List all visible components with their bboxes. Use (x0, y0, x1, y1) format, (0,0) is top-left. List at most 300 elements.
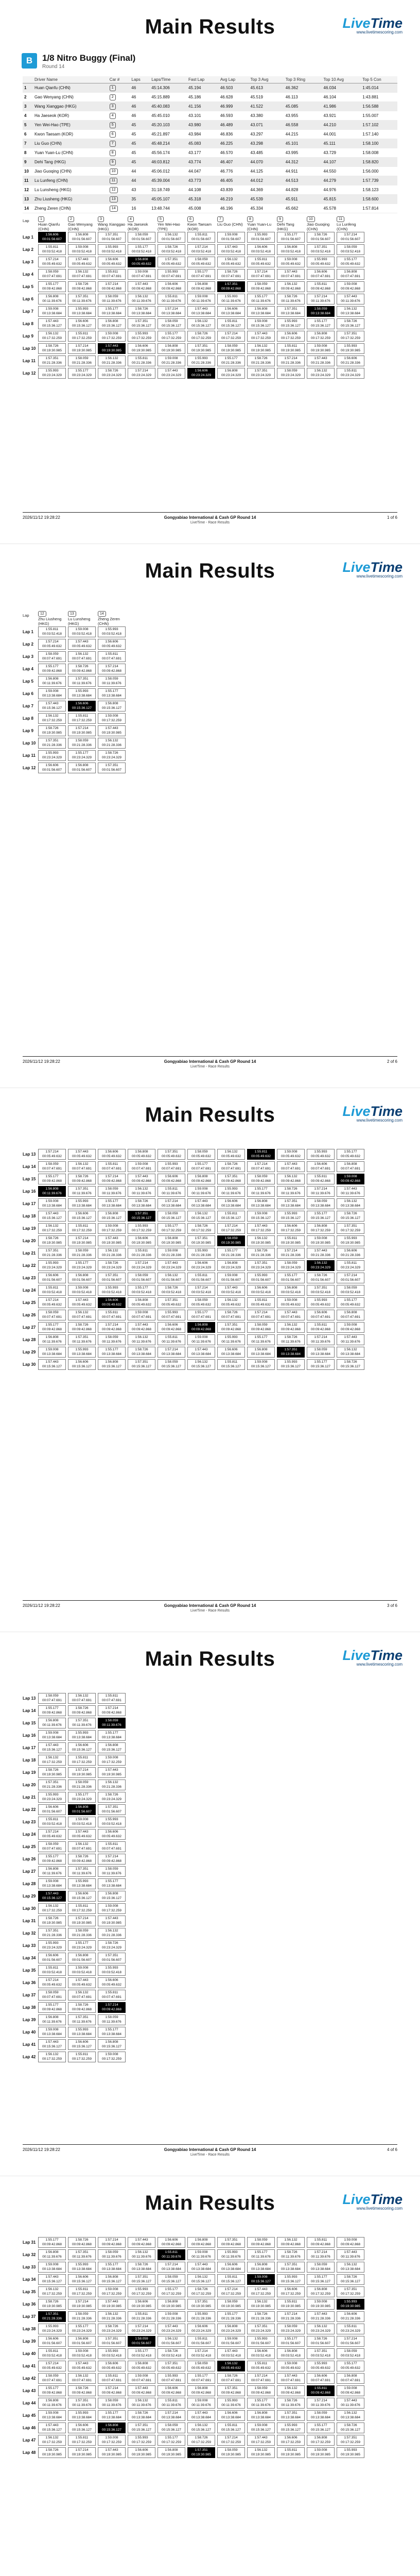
lap-total-time: 00:05:49.632 (191, 2366, 211, 2370)
lap-total-time: 00:15:36.127 (311, 324, 330, 328)
lap-row-label: Lap 1 (23, 630, 33, 634)
lap-time-cell (307, 269, 335, 280)
lap-time: 1:56.132 (75, 1311, 89, 1314)
lap-row-label: Lap 38 (23, 2327, 36, 2331)
lap-total-time: 00:11:39.676 (42, 1192, 62, 1195)
lap-time: 1:58.726 (45, 726, 59, 730)
lap-row-label: Lap 9 (23, 334, 33, 338)
results-cell: 44.369 (249, 185, 284, 195)
lap-total-time: 00:21:28.336 (132, 361, 151, 365)
lap-time: 1:58.059 (314, 1348, 327, 1351)
lap-time-cell (187, 1198, 215, 1209)
lap-total-time: 00:07:47.691 (221, 1315, 241, 1319)
footer-date: 2026/11/12 19:28:22 (23, 1603, 60, 1608)
lap-time-cell (98, 1235, 126, 1246)
lap-time-cell (157, 1322, 185, 1333)
footer-date: 2026/11/12 19:28:22 (23, 2147, 60, 2152)
lap-total-time: 00:15:36.127 (72, 1216, 92, 1220)
lap-time: 1:57.214 (135, 2325, 148, 2328)
lap-time-cell (68, 1767, 96, 1778)
lap-time-cell (247, 1334, 275, 1345)
lap-total-time: 00:03:52.418 (102, 632, 121, 636)
lap-total-time: 00:19:30.985 (102, 2304, 121, 2308)
results-cell: 46.225 (219, 139, 249, 148)
results-row[interactable] (23, 167, 397, 176)
lap-total-time: 00:01:56.607 (72, 768, 92, 772)
results-cell: Lu Lunsheng (HKG) (33, 185, 108, 195)
lap-time: 1:56.808 (75, 2337, 89, 2341)
lap-time-cell (38, 1866, 66, 1877)
lap-time-cell (247, 2237, 275, 2248)
results-row[interactable] (23, 176, 397, 185)
lap-time-cell (128, 2336, 155, 2347)
lap-time: 1:57.214 (75, 344, 89, 348)
lap-total-time: 00:15:36.127 (102, 706, 121, 710)
lap-time: 1:55.177 (75, 2325, 89, 2328)
results-header-cell (23, 76, 33, 83)
lap-time-cell (38, 1693, 66, 1704)
lap-total-time: 00:11:39.676 (72, 1872, 92, 1875)
lap-time: 1:55.177 (45, 1706, 59, 1710)
lap-total-time: 00:13:38.684 (311, 2416, 330, 2419)
lap-time-cell (157, 1223, 185, 1234)
results-cell: 35 (130, 195, 150, 204)
lap-total-time: 00:21:28.336 (281, 1253, 301, 1257)
lap-time: 1:59.008 (224, 1274, 238, 1277)
results-row[interactable] (23, 121, 397, 130)
lap-time: 1:55.811 (45, 1286, 59, 1290)
lap-time-cell (68, 676, 96, 687)
lap-total-time: 00:21:28.336 (72, 743, 92, 747)
lap-total-time: 00:11:39.676 (162, 2255, 181, 2259)
lap-total-time: 00:09:42.868 (251, 1179, 271, 1183)
lap-row-label: Lap 24 (23, 1832, 36, 1837)
lap-total-time: 00:09:42.868 (281, 1328, 301, 1331)
lap-time: 1:55.993 (344, 344, 357, 348)
lap-total-time: 00:13:38.684 (42, 1204, 62, 1208)
lap-time-cell (247, 1273, 275, 1283)
lap-time: 1:56.808 (314, 1224, 327, 1228)
lap-total-time: 00:07:47.691 (191, 1167, 211, 1171)
lap-time-cell (68, 688, 96, 699)
lap-time-cell (187, 244, 215, 255)
results-cell: 43.177 (187, 148, 219, 158)
lap-time-cell (337, 257, 364, 267)
lap-total-time: 00:11:39.676 (191, 2403, 211, 2407)
lap-total-time: 00:09:42.868 (191, 2391, 211, 2395)
lap-time: 1:56.808 (105, 2275, 118, 2279)
lap-row-label: Lap 2 (23, 642, 33, 647)
lap-time-cell (217, 1334, 245, 1345)
lap-time-cell (38, 306, 66, 317)
lap-total-time: 00:11:39.676 (191, 299, 211, 303)
lap-time: 1:55.811 (105, 652, 118, 656)
lap-total-time: 00:19:30.985 (251, 2453, 271, 2456)
lap-time-cell (98, 1866, 126, 1877)
lap-time-cell (307, 1273, 335, 1283)
lap-time-cell (98, 281, 126, 292)
lap-time-cell (68, 1705, 96, 1716)
results-row[interactable] (23, 185, 397, 195)
lap-time-cell (247, 2262, 275, 2273)
lap-time: 1:55.177 (314, 319, 327, 323)
lap-total-time: 00:21:28.336 (162, 2317, 181, 2320)
lap-time: 1:57.351 (224, 1175, 238, 1178)
lap-total-time: 00:19:30.985 (72, 1773, 92, 1776)
results-row[interactable] (23, 102, 397, 111)
lap-time-cell (247, 2348, 275, 2359)
results-row[interactable] (23, 204, 397, 213)
lap-total-time: 00:01:56.607 (72, 2342, 92, 2345)
lap-time: 1:57.351 (45, 357, 59, 360)
lap-total-time: 00:11:39.676 (72, 299, 92, 303)
lap-time-cell (98, 1693, 126, 1704)
lap-time: 1:55.993 (344, 2448, 357, 2452)
lap-total-time: 00:17:32.259 (102, 2292, 121, 2296)
results-cell: Zheng Zeren (CHN) (33, 204, 108, 213)
lap-time: 1:57.351 (75, 1867, 89, 1871)
lap-time: 1:55.811 (195, 233, 208, 236)
lap-time: 1:59.008 (195, 295, 208, 298)
lap-time-cell (68, 701, 96, 711)
lap-time-cell (247, 1322, 275, 1333)
lap-total-time: 00:11:39.676 (42, 299, 62, 303)
lap-total-time: 00:01:56.607 (72, 1958, 92, 1962)
lap-total-time: 00:15:36.127 (251, 2428, 271, 2432)
results-cell: 46.628 (219, 93, 249, 102)
driver-car-number: 6 (187, 216, 194, 222)
lap-time: 1:57.443 (135, 1175, 148, 1178)
results-cell: 44.210 (322, 121, 361, 130)
lap-time-cell (68, 1792, 96, 1803)
lap-column-header: Lap (23, 218, 29, 223)
lap-time-cell (337, 331, 364, 342)
lap-total-time: 00:15:36.127 (42, 1896, 62, 1900)
lap-time: 1:57.351 (105, 233, 118, 236)
lap-total-time: 00:13:38.684 (162, 1352, 181, 1356)
lap-time: 1:55.177 (254, 2399, 268, 2402)
lap-time: 1:57.443 (135, 2238, 148, 2242)
lap-time-cell (187, 368, 215, 379)
lap-time: 1:56.808 (45, 295, 59, 298)
driver-name: Huan Qianfu (CHN) (38, 222, 60, 231)
lap-time: 1:58.726 (45, 1917, 59, 1920)
lap-time: 1:57.214 (165, 1199, 178, 1203)
lap-time-cell (157, 2373, 185, 2384)
lap-time: 1:56.132 (75, 1842, 89, 1846)
lap-time-cell (68, 1804, 96, 1815)
results-row[interactable] (23, 139, 397, 148)
lap-time: 1:55.177 (165, 1224, 178, 1228)
results-row[interactable] (23, 83, 397, 93)
lap-time-cell (157, 2324, 185, 2334)
lap-total-time: 00:07:47.691 (72, 1699, 92, 1702)
lap-total-time: 00:17:32.259 (311, 2292, 330, 2296)
lap-time-cell (98, 1767, 126, 1778)
lap-time-cell (277, 2336, 305, 2347)
lap-total-time: 00:05:49.632 (42, 645, 62, 648)
lap-total-time: 00:13:38.684 (221, 2267, 241, 2271)
lap-time-cell (38, 1841, 66, 1852)
lap-time-cell (337, 368, 364, 379)
lap-total-time: 00:09:42.868 (311, 287, 330, 291)
lap-total-time: 00:07:47.691 (102, 1167, 121, 1171)
lap-total-time: 00:17:32.259 (42, 719, 62, 722)
lap-time: 1:55.811 (75, 1756, 89, 1759)
lap-total-time: 00:13:38.684 (162, 2416, 181, 2419)
lap-time-cell (277, 1322, 305, 1333)
lap-total-time: 00:03:52.418 (132, 2354, 151, 2358)
lap-time: 1:56.808 (284, 2349, 297, 2353)
lap-time-cell (247, 1310, 275, 1320)
lap-time-cell (68, 318, 96, 329)
lap-time: 1:55.811 (45, 628, 59, 631)
lap-total-time: 00:21:28.336 (251, 361, 271, 365)
lap-time-cell (98, 738, 126, 749)
lap-time-cell (128, 1198, 155, 1209)
lap-time-cell (38, 2311, 66, 2322)
lap-total-time: 00:05:49.632 (281, 1155, 301, 1158)
lap-total-time: 00:03:52.418 (251, 250, 271, 253)
lap-time: 1:55.177 (45, 2386, 59, 2390)
lap-time-cell (68, 1916, 96, 1926)
lap-total-time: 00:23:24.329 (191, 2329, 211, 2333)
lap-total-time: 00:17:32.259 (132, 2292, 151, 2296)
lap-row-label: Lap 16 (23, 1733, 36, 1738)
results-row[interactable] (23, 148, 397, 158)
lap-total-time: 00:03:52.418 (42, 250, 62, 253)
lap-total-time: 00:11:39.676 (341, 2403, 360, 2407)
lap-time: 1:56.606 (105, 1978, 118, 1982)
lap-time-cell (187, 306, 215, 317)
lap-time-cell (38, 2286, 66, 2297)
lap-time: 1:57.443 (135, 1323, 148, 1327)
lap-time-cell (98, 1730, 126, 1741)
lap-total-time: 00:23:24.329 (191, 1266, 211, 1269)
lap-total-time: 00:13:38.684 (102, 2416, 121, 2419)
results-cell: 4 (23, 111, 33, 121)
lap-total-time: 00:05:49.632 (102, 2366, 121, 2370)
lap-time-cell (277, 2398, 305, 2409)
lap-time-cell (38, 1977, 66, 1988)
lap-total-time: 00:01:56.607 (72, 1278, 92, 1282)
lap-time: 1:56.132 (284, 2238, 297, 2242)
results-cell (108, 167, 130, 176)
lap-total-time: 00:07:47.691 (191, 275, 211, 278)
lap-total-time: 00:21:28.336 (102, 1934, 121, 1937)
lap-total-time: 00:11:39.676 (311, 2403, 330, 2407)
lap-time-cell (247, 1260, 275, 1271)
lap-time-cell (68, 1730, 96, 1741)
lap-time: 1:55.993 (314, 1298, 327, 1302)
lap-time-cell (38, 2249, 66, 2260)
lap-time-cell (98, 1149, 126, 1160)
lap-time-cell (277, 281, 305, 292)
lap-time-cell (38, 2039, 66, 2050)
lap-total-time: 00:23:24.329 (72, 2329, 92, 2333)
lap-time-cell (217, 257, 245, 267)
results-row[interactable] (23, 195, 397, 204)
lap-total-time: 00:15:36.127 (162, 2428, 181, 2432)
results-cell: 45 (130, 130, 150, 139)
driver-car-number: 14 (98, 611, 106, 617)
logo-wordmark (342, 1648, 402, 1664)
lap-time-cell (38, 1792, 66, 1803)
lap-total-time: 00:15:36.127 (221, 1216, 241, 1220)
results-header-cell: Top 10 Avg (322, 76, 361, 83)
lap-row-label: Lap 10 (23, 346, 36, 351)
lap-time: 1:59.008 (165, 2312, 178, 2316)
lap-total-time: 00:11:39.676 (42, 1723, 62, 1727)
lap-total-time: 00:15:36.127 (251, 324, 271, 328)
lap-time: 1:58.726 (284, 295, 297, 298)
lap-total-time: 00:19:30.985 (281, 2304, 301, 2308)
lap-time: 1:56.606 (45, 1954, 59, 1957)
lap-time-cell (98, 2274, 126, 2285)
lap-time-cell (157, 2311, 185, 2322)
driver-car-number: 9 (277, 216, 283, 222)
lap-total-time: 00:11:39.676 (251, 299, 271, 303)
lap-total-time: 00:09:42.868 (132, 2391, 151, 2395)
lap-total-time: 00:13:38.684 (102, 2267, 121, 2271)
lap-time-cell (217, 1297, 245, 1308)
results-row[interactable] (23, 111, 397, 121)
car-number: 2 (110, 94, 116, 100)
lap-time: 1:57.443 (254, 2436, 268, 2439)
lap-time-cell (157, 1174, 185, 1184)
lap-total-time: 00:09:42.868 (42, 669, 62, 673)
lap-time-cell (128, 368, 155, 379)
lap-total-time: 00:17:32.259 (72, 1909, 92, 1912)
lap-row-label: Lap 23 (23, 1820, 36, 1824)
lap-total-time: 00:19:30.985 (72, 1921, 92, 1925)
lap-time: 1:56.606 (344, 1249, 357, 1252)
lap-total-time: 00:07:47.691 (132, 1315, 151, 1319)
lap-time-cell (98, 1273, 126, 1283)
lap-total-time: 00:11:39.676 (251, 1192, 271, 1195)
lap-total-time: 00:23:24.329 (281, 2329, 301, 2333)
lap-time: 1:57.351 (254, 369, 268, 372)
lap-time-cell (68, 1223, 96, 1234)
lap-row-label: Lap 17 (23, 1201, 36, 1206)
lap-time-cell (337, 343, 364, 354)
lap-time-cell (277, 1334, 305, 1345)
lap-time: 1:57.214 (105, 1175, 118, 1178)
lap-total-time: 00:09:42.868 (311, 2243, 330, 2246)
lap-time-cell (187, 1211, 215, 1222)
lap-time: 1:55.177 (105, 307, 118, 311)
lap-total-time: 00:23:24.329 (72, 756, 92, 759)
lap-total-time: 00:01:56.607 (72, 1810, 92, 1814)
lap-time: 1:57.351 (135, 2275, 148, 2279)
lap-time-cell (277, 2361, 305, 2371)
lap-time-cell (68, 1742, 96, 1753)
lap-time: 1:59.008 (45, 1348, 59, 1351)
lap-time-cell (187, 2311, 215, 2322)
lap-total-time: 00:19:30.985 (311, 1241, 330, 1245)
lap-total-time: 00:15:36.127 (162, 324, 181, 328)
lap-total-time: 00:09:42.868 (162, 287, 181, 291)
lap-total-time: 00:05:49.632 (281, 2366, 301, 2370)
lap-time: 1:57.443 (224, 2349, 238, 2353)
livetime-logo (342, 1104, 402, 1123)
lap-row-label: Lap 40 (23, 2030, 36, 2035)
lap-total-time: 00:01:56.607 (102, 1278, 121, 1282)
lap-time-cell (98, 750, 126, 761)
results-row[interactable] (23, 158, 397, 167)
lap-total-time: 00:09:42.868 (42, 2391, 62, 2395)
lap-time-cell (217, 343, 245, 354)
lap-time-cell (128, 1334, 155, 1345)
lap-time: 1:56.808 (45, 1867, 59, 1871)
lap-time-cell (98, 2324, 126, 2334)
lap-time: 1:55.811 (344, 1261, 357, 1265)
lap-time-cell (337, 281, 364, 292)
lap-total-time: 00:01:56.607 (132, 238, 151, 241)
lap-time-cell (98, 1990, 126, 2001)
lap-total-time: 00:03:52.418 (72, 1291, 92, 1294)
car-number: 1 (110, 85, 116, 91)
lap-time: 1:58.059 (135, 233, 148, 236)
lap-total-time: 00:09:42.868 (191, 1328, 211, 1331)
results-row[interactable] (23, 93, 397, 102)
lap-total-time: 00:19:30.985 (311, 2453, 330, 2456)
lap-time: 1:58.726 (314, 233, 327, 236)
lap-total-time: 00:01:56.607 (221, 2342, 241, 2345)
lap-time-cell (68, 1211, 96, 1222)
lap-row-label: Lap 32 (23, 2252, 36, 2257)
lap-total-time: 00:05:49.632 (42, 1155, 62, 1158)
lap-time-cell (307, 1322, 335, 1333)
results-cell: 43.774 (187, 158, 219, 167)
lap-time-cell (68, 232, 96, 243)
lap-total-time: 00:09:42.868 (132, 287, 151, 291)
results-cell (108, 83, 130, 93)
lap-time-cell (337, 1186, 364, 1197)
lap-time: 1:59.008 (344, 1175, 357, 1178)
results-row[interactable] (23, 130, 397, 139)
lap-time: 1:58.059 (75, 357, 89, 360)
lap-time: 1:58.059 (105, 677, 118, 681)
lap-time: 1:58.726 (105, 751, 118, 755)
lap-total-time: 00:03:52.418 (221, 250, 241, 253)
lap-time: 1:56.808 (165, 2300, 178, 2303)
lap-total-time: 00:09:42.868 (221, 2391, 241, 2395)
lap-time-cell (157, 2237, 185, 2248)
lap-time-cell (277, 2422, 305, 2433)
footer-source: LiveTime - Race Results (190, 1065, 230, 1069)
lap-total-time: 00:01:56.607 (221, 238, 241, 241)
lap-total-time: 00:07:47.691 (42, 1847, 62, 1851)
lap-total-time: 00:05:49.632 (341, 262, 360, 266)
lap-time-cell (277, 2311, 305, 2322)
lap-total-time: 00:03:52.418 (72, 250, 92, 253)
lap-total-time: 00:17:32.259 (251, 336, 271, 340)
lap-total-time: 00:07:47.691 (281, 2379, 301, 2382)
lap-time: 1:56.606 (135, 344, 148, 348)
lap-time-cell (157, 1359, 185, 1370)
lap-time: 1:55.177 (224, 1249, 238, 1252)
lap-time: 1:57.214 (135, 1261, 148, 1265)
lap-time: 1:57.351 (45, 739, 59, 742)
lap-time: 1:59.008 (195, 2399, 208, 2402)
lap-time: 1:55.993 (105, 2349, 118, 2353)
lap-time-cell (98, 762, 126, 773)
lap-total-time: 00:11:39.676 (102, 1340, 121, 1344)
lap-row-label: Lap 39 (23, 2018, 36, 2022)
lap-total-time: 00:07:47.691 (341, 1315, 360, 1319)
lap-total-time: 00:05:49.632 (102, 1303, 121, 1307)
